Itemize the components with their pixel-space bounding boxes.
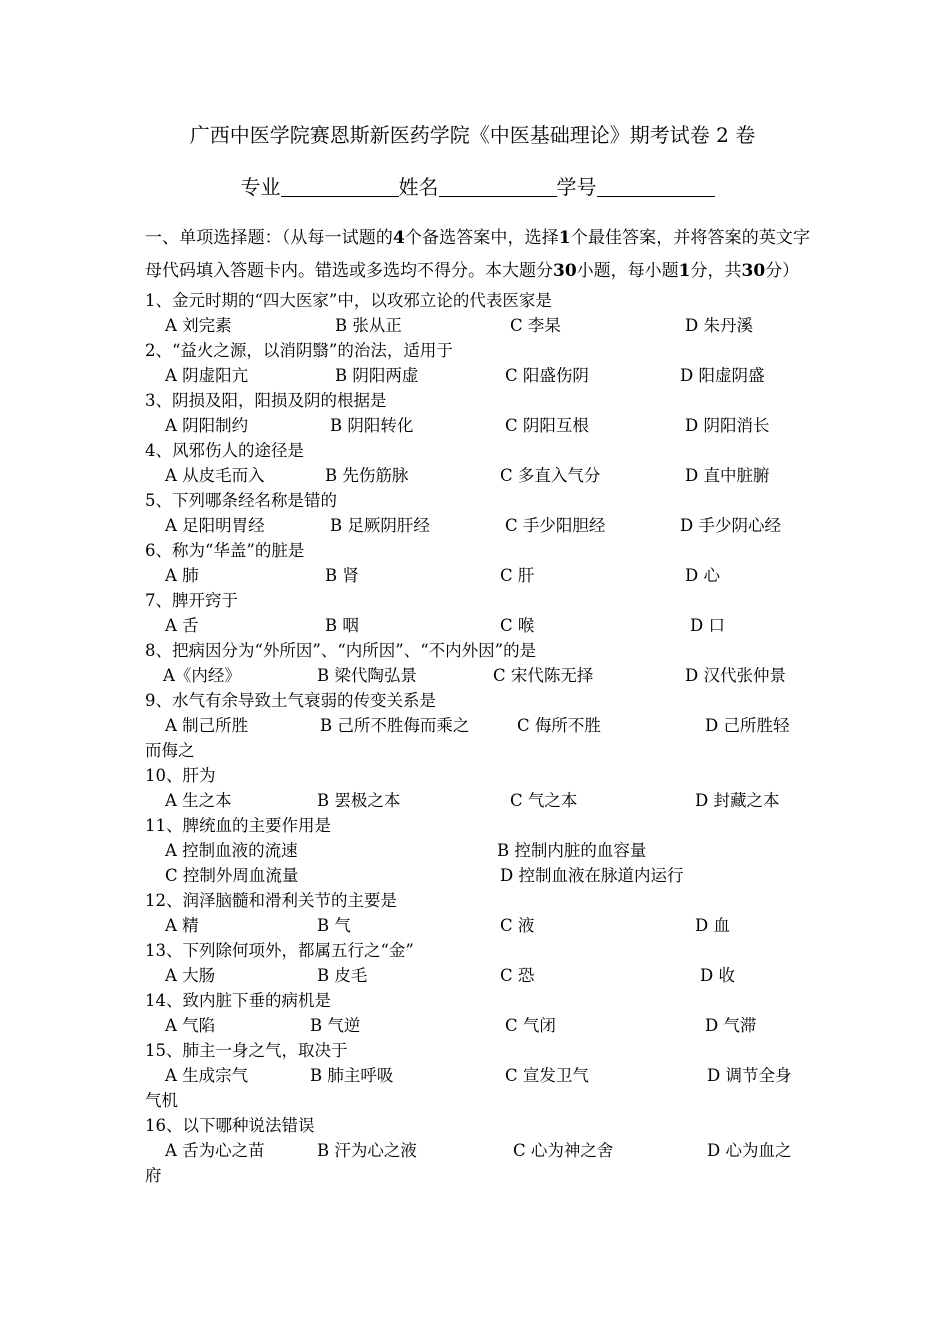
- option-c[interactable]: C 宋代陈无择: [493, 666, 594, 685]
- instr-text-5: 分，共: [690, 261, 742, 281]
- question-stem: 12、润泽脑髓和滑利关节的主要是: [145, 891, 397, 910]
- option-d[interactable]: D 封藏之本: [695, 791, 780, 810]
- option-d[interactable]: D 阴阳消长: [685, 416, 770, 435]
- option-b[interactable]: B 气逆: [310, 1016, 361, 1035]
- id-blank[interactable]: [597, 174, 715, 197]
- option-b[interactable]: B 阴阳转化: [330, 416, 414, 435]
- option-c[interactable]: C 侮所不胜: [517, 716, 601, 735]
- option-row: [145, 838, 810, 863]
- instr-num-30: 30: [553, 261, 577, 281]
- option-d[interactable]: D 手少阴心经: [680, 516, 781, 535]
- option-a[interactable]: A 气陷: [165, 1016, 216, 1035]
- option-row: [145, 963, 810, 988]
- option-d[interactable]: D 阳虚阴盛: [680, 366, 765, 385]
- instr-text-4: 小题，每小题: [576, 261, 679, 281]
- option-d[interactable]: D 口: [690, 616, 725, 635]
- option-row: [145, 913, 810, 938]
- option-d[interactable]: D 收: [700, 966, 735, 985]
- instr-num-1b: 1: [678, 261, 691, 281]
- id-label: 学号: [556, 175, 597, 199]
- option-d[interactable]: D 调节全身: [707, 1066, 792, 1085]
- option-row: [145, 788, 810, 813]
- option-continuation: 府: [145, 1166, 162, 1185]
- option-b[interactable]: B 张从正: [335, 316, 402, 335]
- question-stem: 13、下列除何项外，都属五行之“金”: [145, 941, 414, 960]
- option-row: [145, 413, 810, 438]
- option-d[interactable]: D 直中脏腑: [685, 466, 770, 485]
- option-d[interactable]: D 控制血液在脉道内运行: [500, 866, 684, 885]
- question-stem: 3、阴损及阳，阳损及阴的根据是: [145, 391, 387, 410]
- instr-text-3: 个最佳答案，并将答案的英文字母代码填入答题卡内。错选或多选均不得分。本大题分: [145, 228, 811, 281]
- student-info-line: [145, 172, 810, 202]
- option-row: [145, 713, 810, 738]
- option-a[interactable]: A 肺: [165, 566, 199, 585]
- question-list: [145, 288, 810, 1188]
- question-stem: 14、致内脏下垂的病机是: [145, 991, 331, 1010]
- option-d[interactable]: D 朱丹溪: [685, 316, 753, 335]
- instr-num-4: 4: [392, 228, 405, 248]
- option-c[interactable]: C 液: [500, 916, 535, 935]
- option-a[interactable]: A 大肠: [165, 966, 216, 985]
- option-c[interactable]: C 气之本: [510, 791, 578, 810]
- option-a[interactable]: A 舌为心之苗: [165, 1141, 265, 1160]
- instr-text-1: 一、单项选择题：（从每一试题的: [145, 228, 393, 248]
- option-b[interactable]: B 肾: [325, 566, 359, 585]
- instr-text-2: 个备选答案中，选择: [404, 228, 559, 248]
- option-c[interactable]: C 李杲: [510, 316, 561, 335]
- major-blank[interactable]: [281, 174, 399, 197]
- name-blank[interactable]: [439, 174, 557, 197]
- option-c[interactable]: C 控制外周血流量: [165, 866, 299, 885]
- option-b[interactable]: B 梁代陶弘景: [317, 666, 417, 685]
- option-a[interactable]: A 控制血液的流速: [165, 841, 298, 860]
- option-a[interactable]: A 足阳明胃经: [165, 516, 265, 535]
- exam-page: [145, 120, 810, 1188]
- option-d[interactable]: D 心: [685, 566, 720, 585]
- exam-title: 广西中医学院赛恩斯新医药学院《中医基础理论》期考试卷 2 卷: [189, 123, 756, 147]
- instr-text-6: 分）: [765, 261, 800, 281]
- option-c[interactable]: C 多直入气分: [500, 466, 601, 485]
- option-row: [145, 563, 810, 588]
- option-row: [145, 1013, 810, 1038]
- option-b[interactable]: B 足厥阴肝经: [330, 516, 430, 535]
- question-stem: 6、称为“华盖”的脏是: [145, 541, 305, 560]
- question-stem: 16、以下哪种说法错误: [145, 1116, 315, 1135]
- option-b[interactable]: B 咽: [325, 616, 359, 635]
- question-stem: 1、金元时期的“四大医家”中，以攻邪立论的代表医家是: [145, 291, 552, 310]
- option-c[interactable]: C 心为神之舍: [513, 1141, 614, 1160]
- question-stem: 4、风邪伤人的途径是: [145, 441, 304, 460]
- option-row: [145, 313, 810, 338]
- option-a[interactable]: A 从皮毛而入: [165, 466, 265, 485]
- option-a[interactable]: A 生成宗气: [165, 1066, 249, 1085]
- option-b[interactable]: B 控制内脏的血容量: [497, 841, 647, 860]
- section-instructions: [145, 222, 810, 288]
- question-stem: 10、肝为: [145, 766, 216, 785]
- option-c[interactable]: C 恐: [500, 966, 535, 985]
- option-c[interactable]: C 阳盛伤阴: [505, 366, 589, 385]
- option-c[interactable]: C 肝: [500, 566, 535, 585]
- option-b[interactable]: B 己所不胜侮而乘之: [320, 716, 470, 735]
- option-continuation: 气机: [145, 1091, 178, 1110]
- option-continuation: 而侮之: [145, 741, 195, 760]
- major-label: 专业: [240, 175, 281, 199]
- option-a[interactable]: A 精: [165, 916, 199, 935]
- option-row: [145, 1138, 810, 1163]
- option-d[interactable]: D 血: [695, 916, 730, 935]
- option-row: [145, 1063, 810, 1088]
- question-stem: 11、脾统血的主要作用是: [145, 816, 331, 835]
- option-b[interactable]: B 阴阳两虚: [335, 366, 419, 385]
- option-c[interactable]: C 阴阳互根: [505, 416, 589, 435]
- option-d[interactable]: D 心为血之: [707, 1141, 792, 1160]
- option-row: [145, 463, 810, 488]
- option-d[interactable]: D 汉代张仲景: [685, 666, 786, 685]
- question-stem: 9、水气有余导致土气衰弱的传变关系是: [145, 691, 436, 710]
- question-stem: 8、把病因分为“外所因”、“内所因”、“不内外因”的是: [145, 641, 537, 660]
- option-d[interactable]: D 己所胜轻: [705, 716, 790, 735]
- question-stem: 5、下列哪条经名称是错的: [145, 491, 337, 510]
- option-row: [145, 613, 810, 638]
- option-a[interactable]: A《内经》: [163, 666, 241, 685]
- question-stem: 2、“益火之源，以消阴翳”的治法，适用于: [145, 341, 453, 360]
- option-c[interactable]: C 手少阳胆经: [505, 516, 606, 535]
- option-b[interactable]: B 罢极之本: [317, 791, 401, 810]
- option-a[interactable]: A 刘完素: [165, 316, 232, 335]
- option-c[interactable]: C 宣发卫气: [505, 1066, 589, 1085]
- option-row: [145, 513, 810, 538]
- option-a[interactable]: A 阴虚阳亢: [165, 366, 249, 385]
- option-a[interactable]: A 生之本: [165, 791, 232, 810]
- option-a[interactable]: A 制己所胜: [165, 716, 249, 735]
- name-label: 姓名: [398, 175, 439, 199]
- instr-num-1: 1: [558, 228, 571, 248]
- option-c[interactable]: C 喉: [500, 616, 535, 635]
- option-a[interactable]: A 舌: [165, 616, 199, 635]
- option-b[interactable]: B 气: [317, 916, 351, 935]
- option-b[interactable]: B 肺主呼吸: [310, 1066, 394, 1085]
- option-b[interactable]: B 皮毛: [317, 966, 368, 985]
- question-stem: 15、肺主一身之气，取决于: [145, 1041, 348, 1060]
- option-a[interactable]: A 阴阳制约: [165, 416, 249, 435]
- instr-num-30b: 30: [741, 261, 766, 281]
- option-row: [145, 863, 810, 888]
- option-d[interactable]: D 气滞: [705, 1016, 757, 1035]
- option-row: [145, 663, 810, 688]
- option-b[interactable]: B 先伤筋脉: [325, 466, 409, 485]
- option-b[interactable]: B 汗为心之液: [317, 1141, 417, 1160]
- question-stem: 7、脾开窍于: [145, 591, 238, 610]
- option-c[interactable]: C 气闭: [505, 1016, 556, 1035]
- option-row: [145, 363, 810, 388]
